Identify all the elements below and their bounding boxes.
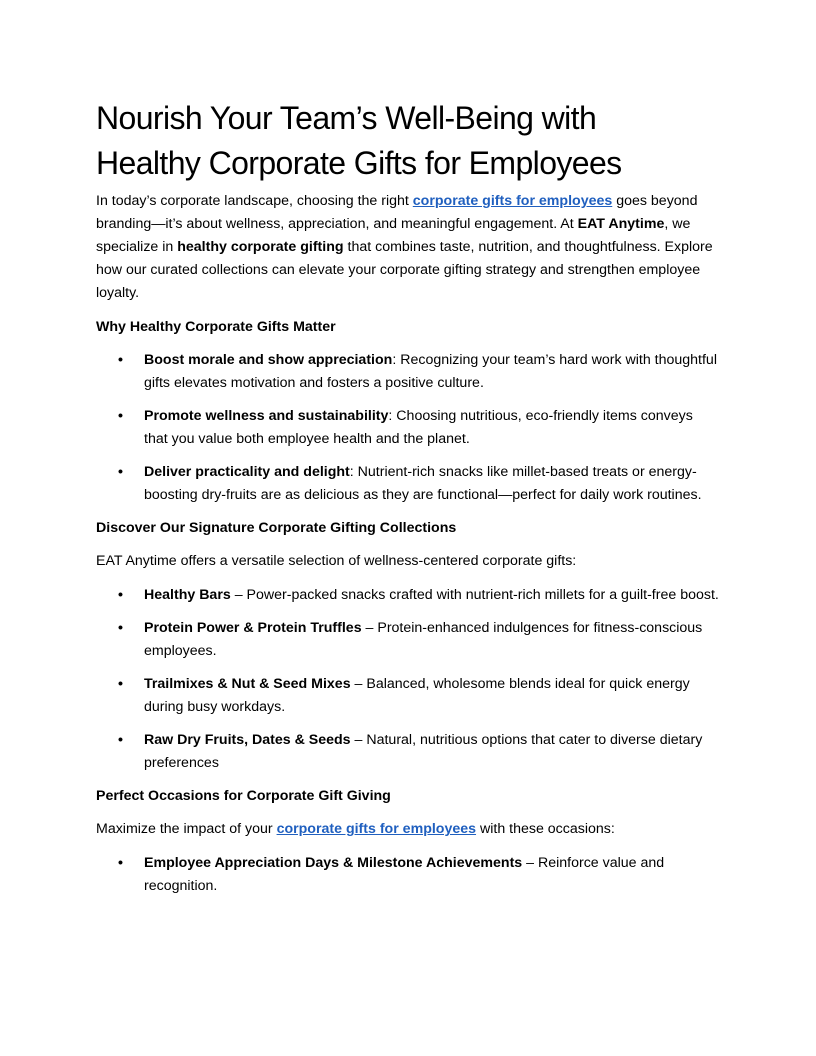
list-item-title: Promote wellness and sustainability (144, 408, 389, 424)
list-item-text: – Balanced, wholesome blends ideal for quick energy during busy workdays. (144, 676, 690, 715)
bullet-icon: • (118, 855, 123, 871)
title-line-1: Nourish Your Team’s Well-Being with (96, 100, 597, 136)
section-heading-collections: Discover Our Signature Corporate Gifting Collections (96, 520, 457, 536)
intro-text-1: In today’s corporate landscape, choosing the right (96, 193, 413, 209)
list-item (96, 673, 720, 719)
intro-text-2: goes beyond branding—it’s about wellness, appreciation, and meaningful engagement. At (96, 193, 698, 232)
bullet-icon: • (118, 352, 123, 368)
corporate-gifts-link[interactable]: corporate gifts for employees (412, 193, 613, 209)
bullet-icon: • (118, 732, 123, 748)
bullet-icon: • (118, 464, 123, 480)
intro-text-4: that combines taste, nutrition, and thoughtfulness. Explore how our curated collections can elevate your corporate gifting strategy and strengthen employee loyalty. (96, 239, 713, 301)
list-item-title: Deliver practicality and delight (144, 464, 350, 480)
title-line-2: Healthy Corporate Gifts for Employees (96, 145, 622, 181)
section-heading-why: Why Healthy Corporate Gifts Matter (96, 319, 336, 335)
list-item-title: Trailmixes & Nut & Seed Mixes (144, 676, 351, 692)
collections-list (96, 584, 720, 775)
occasions-intro-text-2: with these occasions: (476, 821, 615, 837)
list-item (96, 405, 720, 451)
bullet-icon: • (118, 676, 123, 692)
document-page (96, 96, 720, 908)
bullet-icon: • (118, 620, 123, 636)
list-item-text: – Natural, nutritious options that cater to diverse dietary preferences (144, 732, 703, 771)
bullet-icon: • (118, 587, 123, 603)
list-item (96, 461, 720, 507)
list-item-text: : Recognizing your team’s hard work with thoughtful gifts elevates motivation and fosters a positive culture. (144, 352, 717, 391)
list-item-text: : Choosing nutritious, eco-friendly items conveys that you value both employee health and the planet. (144, 408, 693, 447)
collections-intro: EAT Anytime offers a versatile selection of wellness-centered corporate gifts: (96, 553, 577, 569)
page-title (96, 96, 720, 186)
brand-name: EAT Anytime (577, 216, 665, 232)
bullet-icon: • (118, 408, 123, 424)
list-item-text: – Reinforce value and recognition. (144, 855, 665, 894)
list-item (96, 729, 720, 775)
intro-paragraph (96, 190, 720, 305)
list-item (96, 617, 720, 663)
list-item-text: – Power-packed snacks crafted with nutrient-rich millets for a guilt-free boost. (230, 587, 719, 603)
occasions-intro-text-1: Maximize the impact of your (96, 821, 277, 837)
list-item-title: Employee Appreciation Days & Milestone Achievements (144, 855, 523, 871)
occasions-intro (96, 818, 720, 841)
list-item-title: Boost morale and show appreciation (144, 352, 393, 368)
section-heading-occasions: Perfect Occasions for Corporate Gift Giving (96, 788, 391, 804)
list-item-title: Healthy Bars (144, 587, 231, 603)
list-item-text: – Protein-enhanced indulgences for fitness-conscious employees. (144, 620, 703, 659)
list-item-title: Protein Power & Protein Truffles (144, 620, 362, 636)
list-item (96, 584, 720, 607)
why-list (96, 349, 720, 507)
intro-text-3: , we specialize in (96, 216, 691, 255)
corporate-gifts-link-2[interactable]: corporate gifts for employees (276, 821, 477, 837)
list-item-text: : Nutrient-rich snacks like millet-based treats or energy-boosting dry-fruits are as delicious as they are functional—perfect for daily work routines. (144, 464, 702, 503)
intro-bold-phrase: healthy corporate gifting (177, 239, 344, 255)
list-item (96, 852, 720, 898)
list-item (96, 349, 720, 395)
list-item-title: Raw Dry Fruits, Dates & Seeds (144, 732, 351, 748)
occasions-list (96, 852, 720, 898)
